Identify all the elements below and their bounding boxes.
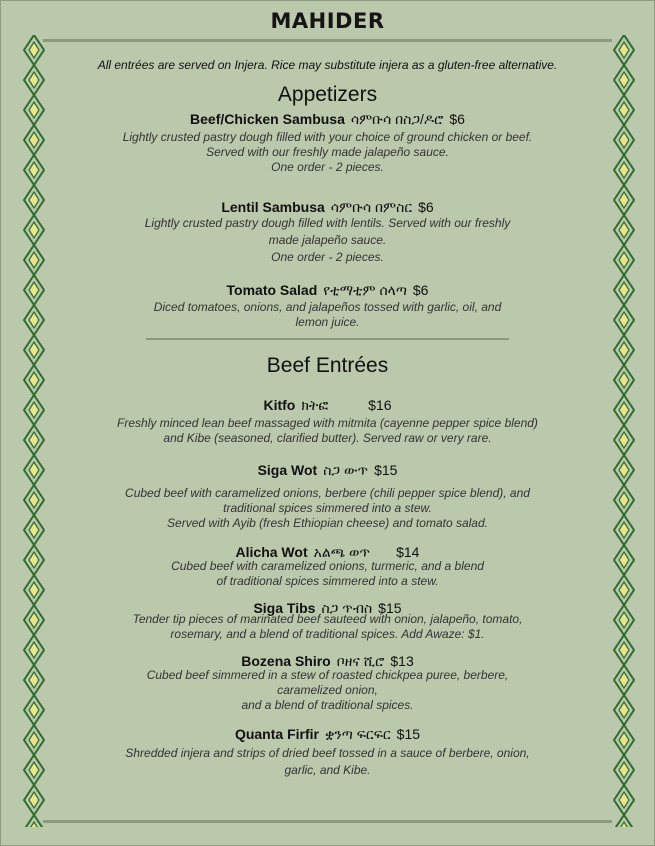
item-amharic-name: ሳምቡሳ በስጋ/ዶሮ (350, 111, 444, 127)
menu-item-name (61, 111, 594, 128)
border-diamond-inner (29, 402, 39, 418)
border-diamond-inner (29, 252, 39, 268)
menu-item-name (61, 726, 594, 743)
menu-item-name (61, 462, 594, 479)
description-line: Cubed beef simmered in a stew of roasted chickpea puree, berbere, (146, 668, 509, 682)
border-diamond-inner (619, 42, 629, 58)
border-diamond-inner (619, 732, 629, 748)
border-diamond-inner (619, 312, 629, 328)
border-diamond-inner (29, 282, 39, 298)
border-diamond-inner (619, 702, 629, 718)
border-diamond-inner (29, 732, 39, 748)
item-english-name: Kitfo (263, 397, 296, 413)
item-amharic-name: ስጋ ጥብስ (321, 600, 373, 616)
menu-item-description (61, 130, 594, 175)
border-diamond-inner (619, 792, 629, 808)
item-english-name: Lentil Sambusa (221, 199, 325, 215)
description-line: garlic, and Kibe. (284, 763, 371, 777)
menu-item-description (61, 668, 594, 713)
description-line: Lightly crusted pastry dough filled with lentils. Served with our freshly (144, 216, 511, 230)
description-line: and a blend of traditional spices. (241, 698, 414, 712)
description-line: Served with Ayib (fresh Ethiopian cheese) and tomato salad. (167, 516, 488, 530)
section-title-beef-entrees: Beef Entrées (266, 354, 389, 377)
item-price: $16 (368, 397, 392, 413)
border-diamond-inner (29, 312, 39, 328)
border-diamond-inner (29, 762, 39, 778)
border-diamond-inner (619, 252, 629, 268)
item-price: $15 (374, 462, 398, 478)
menu-item-description (61, 300, 594, 330)
item-english-name: Siga Wot (257, 462, 318, 478)
item-price: $13 (390, 653, 414, 669)
border-diamond-inner (29, 192, 39, 208)
left-decorative-border (23, 35, 45, 827)
border-diamond-inner (619, 492, 629, 508)
item-english-name: Bozena Shiro (241, 653, 331, 669)
section-divider (146, 338, 509, 340)
description-line: made jalapeño sauce. (268, 233, 387, 247)
border-diamond-inner (29, 792, 39, 808)
item-amharic-name: ክትፎ (301, 397, 329, 413)
description-line: rosemary, and a blend of traditional spices. Add Awaze: $1. (170, 627, 485, 641)
item-price: $6 (412, 282, 429, 298)
item-english-name: Beef/Chicken Sambusa (190, 111, 345, 127)
menu-item-description (61, 559, 594, 589)
border-diamond-inner (619, 432, 629, 448)
border-diamond-inner (619, 822, 629, 827)
item-price: $6 (449, 111, 465, 127)
item-amharic-name: ሳምቡሳ በምስር (330, 199, 413, 215)
border-diamond-inner (619, 402, 629, 418)
item-price: $6 (418, 199, 434, 215)
border-diamond-inner (619, 192, 629, 208)
item-amharic-name: ስጋ ውጥ (323, 462, 369, 478)
border-diamond-inner (619, 642, 629, 658)
item-price: $15 (378, 600, 402, 616)
menu-item-name (61, 282, 594, 299)
border-diamond-inner (29, 822, 39, 827)
description-line: lemon juice. (295, 315, 360, 329)
border-diamond-inner (29, 132, 39, 148)
description-line: Shredded injera and strips of dried beef tossed in a sauce of berbere, onion, (125, 746, 530, 760)
item-english-name: Alicha Wot (235, 544, 308, 560)
border-diamond-inner (29, 162, 39, 178)
border-diamond-inner (619, 222, 629, 238)
border-diamond-inner (29, 42, 39, 58)
section-title-appetizers: Appetizers (277, 83, 378, 106)
border-diamond-inner (619, 132, 629, 148)
menu-item-name (61, 199, 594, 216)
border-diamond-inner (619, 462, 629, 478)
border-diamond-inner (29, 612, 39, 628)
menu-item-name (61, 397, 594, 414)
border-diamond-inner (29, 462, 39, 478)
injera-notice: All entrées are served on Injera. Rice may substitute injera as a gluten-free alternative. (97, 58, 558, 72)
description-line: One order - 2 pieces. (271, 160, 384, 174)
description-line: Cubed beef with caramelized onions, berbere (chili pepper spice blend), and (125, 486, 530, 500)
border-diamond-inner (29, 672, 39, 688)
border-diamond-inner (619, 552, 629, 568)
border-diamond-inner (619, 582, 629, 598)
menu-item-description (61, 745, 594, 779)
border-diamond-inner (619, 612, 629, 628)
item-amharic-name: ቦዘና ሺሮ (336, 653, 385, 669)
description-line: Served with our freshly made jalapeño sauce. (206, 145, 449, 159)
description-line: and Kibe (seasoned, clarified butter). Served raw or very rare. (163, 431, 492, 445)
item-english-name: Tomato Salad (226, 282, 318, 298)
border-diamond-inner (619, 672, 629, 688)
description-line: of traditional spices simmered into a stew. (216, 574, 439, 588)
border-diamond-inner (619, 522, 629, 538)
menu-item-description (61, 215, 594, 266)
border-diamond-inner (619, 282, 629, 298)
item-english-name: Siga Tibs (253, 600, 316, 616)
border-diamond-inner (29, 222, 39, 238)
description-line: traditional spices simmered into a stew. (223, 501, 432, 515)
border-diamond-inner (619, 162, 629, 178)
item-amharic-name: የቲማቲም ሰላጣ (323, 282, 407, 298)
menu-item-description (61, 416, 594, 446)
menu-item-description (61, 486, 594, 531)
border-diamond-inner (29, 642, 39, 658)
description-line: Freshly minced lean beef massaged with mitmita (cayenne pepper spice blend) (117, 416, 538, 430)
menu-item-description (61, 612, 594, 642)
border-diamond-inner (29, 492, 39, 508)
item-english-name: Quanta Firfir (234, 726, 319, 742)
description-line: Lightly crusted pastry dough filled with your choice of ground chicken or beef. (122, 130, 533, 144)
border-diamond-inner (29, 432, 39, 448)
item-amharic-name: ቋንጣ ፍርፍር (324, 726, 391, 742)
border-diamond-inner (29, 522, 39, 538)
item-amharic-name: አልጫ ወጥ (313, 544, 371, 560)
description-line: caramelized onion, (277, 683, 378, 697)
item-price: $15 (396, 726, 421, 742)
right-decorative-border (613, 35, 635, 827)
item-price: $14 (396, 544, 420, 560)
bottom-divider (43, 820, 612, 823)
description-line: One order - 2 pieces. (271, 250, 384, 264)
border-diamond-inner (619, 762, 629, 778)
top-divider (43, 39, 612, 42)
description-line: Tender tip pieces of marinated beef sauteed with onion, jalapeño, tomato, (132, 612, 523, 626)
border-diamond-inner (29, 552, 39, 568)
border-diamond-inner (29, 582, 39, 598)
restaurant-logo: MAHIDER (270, 9, 385, 33)
border-diamond-inner (29, 702, 39, 718)
description-line: Cubed beef with caramelized onions, turmeric, and a blend (171, 559, 484, 573)
description-line: Diced tomatoes, onions, and jalapeños tossed with garlic, oil, and (153, 300, 502, 314)
